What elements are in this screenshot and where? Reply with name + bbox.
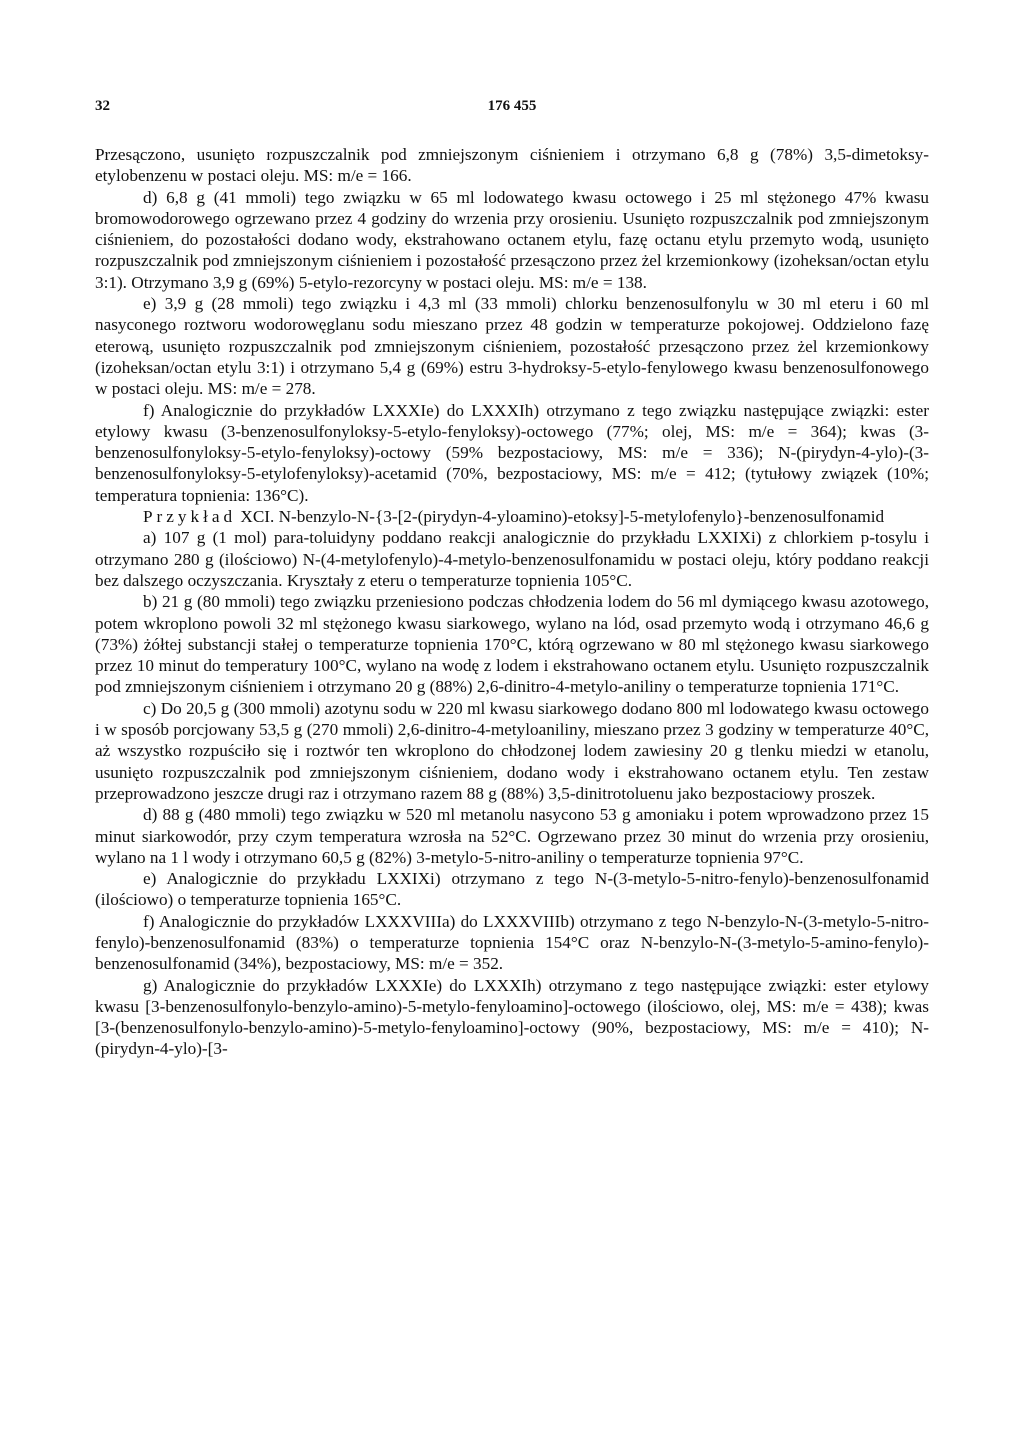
document-body bbox=[95, 144, 929, 1060]
page-number: 32 bbox=[95, 98, 110, 114]
paragraph-example-xci bbox=[95, 506, 929, 527]
paragraph-xci-step-d: d) 88 g (480 mmoli) tego związku w 520 ml metanolu nasycono 53 g amoniaku i potem wprowadzono przez 15 minut siarkowodór, przy czym temperatura wzrosła na 52°C. Ogrzewano przez 30 minut do wrzenia przy orosieniu, wylano na 1 l wody i otrzymano 60,5 g (82%) 3-metylo-5-nitro-aniliny o temperaturze topnienia 97°C. bbox=[95, 805, 929, 867]
page-header bbox=[0, 98, 1024, 120]
paragraph-xci-step-c: c) Do 20,5 g (300 mmoli) azotynu sodu w 220 ml kwasu siarkowego dodano 800 ml lodowatego kwasu octowego i w sposób porcjowany 53,5 g (270 mmoli) 2,6-dinitro-4-metyloaniliny, mieszano przez 3 godziny w temperaturze 40°C, aż wszystko rozpuściło się i roztwór ten wkroplono do chłodzonej lodem zawiesiny 20 g tlenku miedzi w etanolu, usunięto rozpuszczalnik pod zmniejszonym ciśnieniem, dodano wody i ekstrahowano octanem etylu. Ten zestaw przeprowadzono jeszcze drugi raz i otrzymano razem 88 g (88%) 3,5-dinitrotoluenu jako bezpostaciowy proszek. bbox=[95, 698, 929, 803]
paragraph-step-e: e) 3,9 g (28 mmoli) tego związku i 4,3 ml (33 mmoli) chlorku benzenosulfonylu w 30 ml eteru i 60 ml nasyconego roztworu wodorowęglanu sodu mieszano przez 48 godzin w temperaturze pokojowej. Oddzielono fazę eterową, usunięto rozpuszczalnik pod zmniejszonym ciśnieniem, pozostałość przesączono przez żel krzemionkowy (izoheksan/octan etylu 3:1) i otrzymano 5,4 g (69%) estru 3-hydroksy-5-etylo-fenylowego kwasu benzenosulfonowego w postaci oleju. MS: m/e = 278. bbox=[95, 294, 929, 399]
paragraph-step-d: d) 6,8 g (41 mmoli) tego związku w 65 ml lodowatego kwasu octowego i 25 ml stężonego 47% kwasu bromowodorowego ogrzewano przez 4 godziny do wrzenia przy orosieniu. Usunięto rozpuszczalnik pod zmniejszonym ciśnieniem, do pozostałości dodano wody, ekstrahowano octanem etylu, fazę octanu etylu przemyto wodą, usunięto rozpuszczalnik pod zmniejszonym ciśnieniem i pozostałość przesączono przez żel krzemionkowy (izoheksan/octan etylu 3:1). Otrzymano 3,9 g (69%) 5-etylo-rezorcyny w postaci oleju. MS: m/e = 138. bbox=[95, 187, 929, 292]
paragraph-intro: Przesączono, usunięto rozpuszczalnik pod zmniejszonym ciśnieniem i otrzymano 6,8 g (78%) 3,5-dimetoksy-etylobenzenu w postaci oleju. MS: m/e = 166. bbox=[95, 145, 929, 186]
paragraph-xci-step-b: b) 21 g (80 mmoli) tego związku przeniesiono podczas chłodzenia lodem do 56 ml dymiącego kwasu azotowego, potem wkroplono powoli 32 ml stężonego kwasu siarkowego, wylano na lód, osad przemyto wodą i otrzymano 46,6 g (73%) żółtej substancji stałej o temperaturze topnienia 170°C, którą ogrzewano w 80 ml stężonego kwasu siarkowego przez 10 minut do temperatury 100°C, wylano na wodę z lodem i ekstrahowano octanem etylu. Usunięto rozpuszczalnik pod zmniejszonym ciśnieniem i otrzymano 20 g (88%) 2,6-dinitro-4-metylo-aniliny o temperaturze topnienia 171°C. bbox=[95, 592, 929, 697]
example-title: XCI. N-benzylo-N-{3-[2-(pirydyn-4-yloamino)-etoksy]-5-metylofenylo}-benzenosulfonamid bbox=[236, 507, 885, 527]
example-label: Przykład bbox=[143, 507, 237, 527]
paragraph-xci-step-g: g) Analogicznie do przykładów LXXXIe) do LXXXIh) otrzymano z tego następujące związki: ester etylowy kwasu [3-benzenosulfonylo-benzylo-amino)-5-metylo-fenyloamino]-octowego (ilościowo, olej, MS: m/e = 438); kwas [3-(benzenosulfonylo-benzylo-amino)-5-metylo-fenyloamino]-octowy (90%, bezpostaciowy, MS: m/e = 410); N-(pirydyn-4-ylo)-[3- bbox=[95, 975, 929, 1059]
paragraph-xci-step-a: a) 107 g (1 mol) para-toluidyny poddano reakcji analogicznie do przykładu LXXIXi) z chlorkiem p-tosylu i otrzymano 280 g (ilościowo) N-(4-metylofenylo)-4-metylo-benzenosulfonamidu w postaci oleju, który poddano reakcji bez dalszego oczyszczania. Kryształy z eteru o temperaturze topnienia 105°C. bbox=[95, 528, 929, 590]
patent-number: 176 455 bbox=[487, 98, 537, 114]
paragraph-xci-step-f: f) Analogicznie do przykładów LXXXVIIIa) do LXXXVIIIb) otrzymano z tego N-benzylo-N-(3-metylo-5-nitro-fenylo)-benzenosulfonamid (83%) o temperaturze topnienia 154°C oraz N-benzylo-N-(3-metylo-5-amino-fenylo)-benzenosulfonamid (34%), bezpostaciowy, MS: m/e = 352. bbox=[95, 911, 929, 974]
paragraph-step-f: f) Analogicznie do przykładów LXXXIe) do LXXXIh) otrzymano z tego związku następujące związki: ester etylowy kwasu (3-benzenosulfonyloksy-5-etylo-fenyloksy)-octowego (77%; olej, MS: m/e = 364); kwas (3-benzenosulfonyloksy-5-etylo-fenyloksy)-octowy (59% bezpostaciowy, MS: m/e = 336); N-(pirydyn-4-ylo)-(3-benzenosulfonyloksy-5-etylofenyloksy)-acetamid (70%, bezpostaciowy, MS: m/e = 412; (tytułowy związek (10%; temperatura topnienia: 136°C). bbox=[95, 400, 929, 505]
paragraph-xci-step-e: e) Analogicznie do przykładu LXXIXi) otrzymano z tego N-(3-metylo-5-nitro-fenylo)-benzenosulfonamid (ilościowo) o temperaturze topnienia 165°C. bbox=[95, 869, 929, 910]
